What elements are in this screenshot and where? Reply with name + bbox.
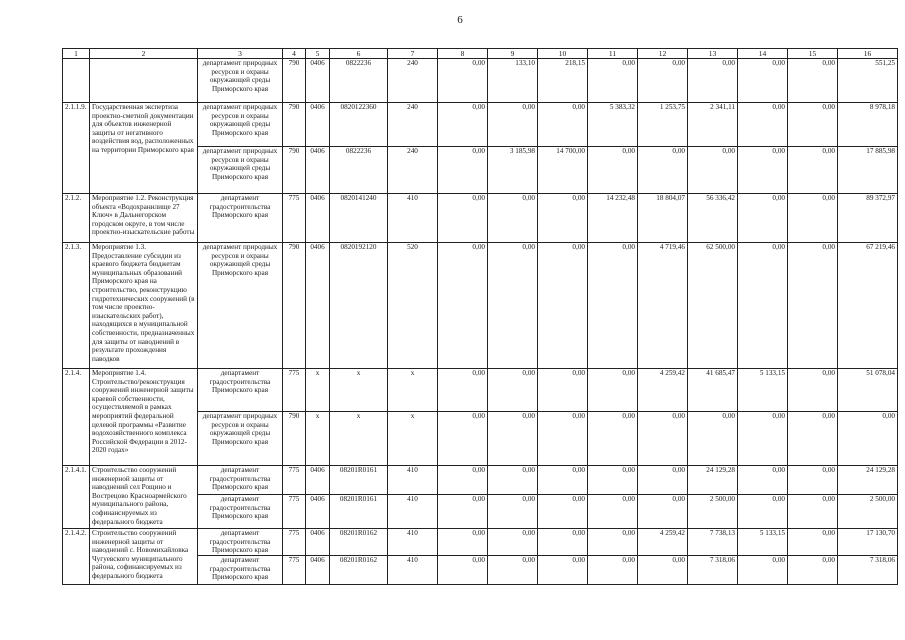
amount-cell: 0,00 xyxy=(588,369,638,412)
amount-cell: 3 185,98 xyxy=(488,147,538,194)
column-header: 8 xyxy=(438,49,488,59)
amount-cell: 0,00 xyxy=(438,243,488,369)
amount-cell: 5 383,32 xyxy=(588,103,638,147)
code-cell: 0406 xyxy=(306,556,330,585)
executor-cell: департамент природных ресурсов и охраны окружающей среды Приморского края xyxy=(198,412,283,466)
column-header: 6 xyxy=(330,49,388,59)
amount-cell: 0,00 xyxy=(738,556,788,585)
amount-cell: 0,00 xyxy=(438,556,488,585)
code-cell: 0406 xyxy=(306,529,330,556)
executor-cell: департамент природных ресурсов и охраны окружающей среды Приморского края xyxy=(198,147,283,194)
amount-cell: 0,00 xyxy=(788,495,838,529)
amount-cell: 17 885,98 xyxy=(838,147,898,194)
table-row xyxy=(63,466,898,495)
amount-cell: 0,00 xyxy=(738,147,788,194)
table-row xyxy=(63,103,898,147)
amount-cell: 0,00 xyxy=(838,412,898,466)
amount-cell: 0,00 xyxy=(438,194,488,243)
column-header: 5 xyxy=(306,49,330,59)
amount-cell: 0,00 xyxy=(538,466,588,495)
column-header: 2 xyxy=(90,49,198,59)
amount-cell: 51 078,04 xyxy=(838,369,898,412)
code-cell: х xyxy=(306,369,330,412)
amount-cell: 14 232,48 xyxy=(588,194,638,243)
amount-cell: 0,00 xyxy=(438,529,488,556)
amount-cell: 7 738,13 xyxy=(688,529,738,556)
executor-cell: департамент природных ресурсов и охраны окружающей среды Приморского края xyxy=(198,59,283,103)
amount-cell: 0,00 xyxy=(538,194,588,243)
amount-cell: 0,00 xyxy=(788,103,838,147)
amount-cell: 4 719,46 xyxy=(638,243,688,369)
amount-cell: 0,00 xyxy=(788,243,838,369)
column-header: 9 xyxy=(488,49,538,59)
item-code: 2.1.4.2. xyxy=(63,529,90,585)
amount-cell: 18 804,07 xyxy=(638,194,688,243)
amount-cell: 1 253,75 xyxy=(638,103,688,147)
column-header: 12 xyxy=(638,49,688,59)
code-cell: 0406 xyxy=(306,243,330,369)
amount-cell: 89 372,97 xyxy=(838,194,898,243)
amount-cell: 0,00 xyxy=(488,243,538,369)
code-cell: 410 xyxy=(388,529,438,556)
amount-cell: 24 129,28 xyxy=(688,466,738,495)
code-cell: 790 xyxy=(283,412,306,466)
code-cell: 790 xyxy=(283,103,306,147)
code-cell: 08201R0161 xyxy=(330,495,388,529)
executor-cell: департамент градостроительства Приморского края xyxy=(198,369,283,412)
amount-cell: 0,00 xyxy=(438,495,488,529)
amount-cell: 0,00 xyxy=(688,59,738,103)
item-name: Строительство сооружений инженерной защиты от наводнений с. Новомихайловка Чугуевского муниципального района, софинансируемых из федерального бюджета xyxy=(90,529,198,585)
column-header: 14 xyxy=(738,49,788,59)
amount-cell: 62 500,00 xyxy=(688,243,738,369)
amount-cell: 0,00 xyxy=(538,103,588,147)
amount-cell: 0,00 xyxy=(538,369,588,412)
amount-cell: 0,00 xyxy=(488,412,538,466)
amount-cell: 0,00 xyxy=(638,147,688,194)
amount-cell: 7 318,06 xyxy=(838,556,898,585)
budget-table xyxy=(62,48,898,585)
code-cell: 240 xyxy=(388,147,438,194)
amount-cell: 218,15 xyxy=(538,59,588,103)
code-cell: х xyxy=(330,412,388,466)
amount-cell: 0,00 xyxy=(638,556,688,585)
column-header: 10 xyxy=(538,49,588,59)
header-row xyxy=(63,49,898,59)
code-cell: 775 xyxy=(283,556,306,585)
amount-cell: 0,00 xyxy=(438,466,488,495)
amount-cell: 0,00 xyxy=(488,466,538,495)
column-header: 13 xyxy=(688,49,738,59)
code-cell: 08201R0161 xyxy=(330,466,388,495)
executor-cell: департамент градостроительства Приморского края xyxy=(198,556,283,585)
executor-cell: департамент градостроительства Приморского края xyxy=(198,194,283,243)
amount-cell: 14 700,00 xyxy=(538,147,588,194)
code-cell: 0406 xyxy=(306,59,330,103)
code-cell: 410 xyxy=(388,194,438,243)
amount-cell: 2 500,00 xyxy=(688,495,738,529)
table-row xyxy=(63,529,898,556)
amount-cell: 0,00 xyxy=(588,495,638,529)
item-name: Государственная экспертиза проектно-сметной документации для объектов инженерной защиты от негативного воздействия вод, расположенных на территории Приморского края xyxy=(90,103,198,194)
amount-cell: 0,00 xyxy=(488,556,538,585)
code-cell: 0820122360 xyxy=(330,103,388,147)
amount-cell: 2 341,11 xyxy=(688,103,738,147)
amount-cell: 0,00 xyxy=(788,369,838,412)
amount-cell: 8 978,18 xyxy=(838,103,898,147)
item-code: 2.1.2. xyxy=(63,194,90,243)
amount-cell: 56 336,42 xyxy=(688,194,738,243)
amount-cell: 0,00 xyxy=(488,194,538,243)
amount-cell: 0,00 xyxy=(588,243,638,369)
amount-cell: 0,00 xyxy=(788,412,838,466)
item-code: 2.1.4.1. xyxy=(63,466,90,529)
code-cell: 0822236 xyxy=(330,59,388,103)
amount-cell: 7 318,06 xyxy=(688,556,738,585)
column-header: 3 xyxy=(198,49,283,59)
amount-cell: 0,00 xyxy=(788,147,838,194)
executor-cell: департамент природных ресурсов и охраны окружающей среды Приморского края xyxy=(198,243,283,369)
code-cell: 0406 xyxy=(306,466,330,495)
table-row xyxy=(63,59,898,103)
page-number: 6 xyxy=(457,14,463,26)
amount-cell: 0,00 xyxy=(588,59,638,103)
column-header: 4 xyxy=(283,49,306,59)
amount-cell: 0,00 xyxy=(738,466,788,495)
code-cell: 0820141240 xyxy=(330,194,388,243)
amount-cell: 4 259,42 xyxy=(638,369,688,412)
amount-cell: 0,00 xyxy=(438,147,488,194)
code-cell: 790 xyxy=(283,243,306,369)
column-header: 11 xyxy=(588,49,638,59)
amount-cell: 0,00 xyxy=(538,243,588,369)
amount-cell: 0,00 xyxy=(538,556,588,585)
amount-cell: 0,00 xyxy=(638,412,688,466)
executor-cell: департамент градостроительства Приморского края xyxy=(198,495,283,529)
amount-cell: 2 500,00 xyxy=(838,495,898,529)
amount-cell: 41 685,47 xyxy=(688,369,738,412)
column-header: 7 xyxy=(388,49,438,59)
amount-cell: 0,00 xyxy=(438,369,488,412)
code-cell: 775 xyxy=(283,194,306,243)
amount-cell: 0,00 xyxy=(588,556,638,585)
code-cell: 520 xyxy=(388,243,438,369)
amount-cell: 0,00 xyxy=(438,103,488,147)
code-cell: х xyxy=(388,412,438,466)
code-cell: 0820192120 xyxy=(330,243,388,369)
code-cell: х xyxy=(330,369,388,412)
amount-cell: 24 129,28 xyxy=(838,466,898,495)
code-cell: 0406 xyxy=(306,495,330,529)
table-body xyxy=(63,59,898,585)
amount-cell: 0,00 xyxy=(588,147,638,194)
amount-cell: 0,00 xyxy=(688,412,738,466)
executor-cell: департамент градостроительства Приморского края xyxy=(198,466,283,495)
amount-cell: 0,00 xyxy=(788,556,838,585)
item-name xyxy=(90,59,198,103)
code-cell: х xyxy=(388,369,438,412)
amount-cell: 0,00 xyxy=(638,59,688,103)
code-cell: 0406 xyxy=(306,103,330,147)
code-cell: х xyxy=(306,412,330,466)
amount-cell: 0,00 xyxy=(788,466,838,495)
code-cell: 08201R0162 xyxy=(330,556,388,585)
amount-cell: 4 259,42 xyxy=(638,529,688,556)
amount-cell: 0,00 xyxy=(638,466,688,495)
amount-cell: 17 130,70 xyxy=(838,529,898,556)
amount-cell: 0,00 xyxy=(738,412,788,466)
executor-cell: департамент природных ресурсов и охраны окружающей среды Приморского края xyxy=(198,103,283,147)
amount-cell: 0,00 xyxy=(738,243,788,369)
code-cell: 08201R0162 xyxy=(330,529,388,556)
code-cell: 775 xyxy=(283,466,306,495)
amount-cell: 5 133,15 xyxy=(738,369,788,412)
amount-cell: 0,00 xyxy=(588,412,638,466)
code-cell: 0406 xyxy=(306,194,330,243)
executor-cell: департамент градостроительства Приморского края xyxy=(198,529,283,556)
code-cell: 410 xyxy=(388,495,438,529)
amount-cell: 0,00 xyxy=(538,529,588,556)
code-cell: 240 xyxy=(388,59,438,103)
column-header: 1 xyxy=(63,49,90,59)
amount-cell: 0,00 xyxy=(488,103,538,147)
amount-cell: 0,00 xyxy=(638,495,688,529)
amount-cell: 0,00 xyxy=(788,194,838,243)
code-cell: 790 xyxy=(283,147,306,194)
column-header: 16 xyxy=(838,49,898,59)
amount-cell: 5 133,15 xyxy=(738,529,788,556)
amount-cell: 0,00 xyxy=(588,466,638,495)
code-cell: 410 xyxy=(388,466,438,495)
code-cell: 240 xyxy=(388,103,438,147)
item-code: 2.1.3. xyxy=(63,243,90,369)
amount-cell: 0,00 xyxy=(538,412,588,466)
item-code: 2.1.1.9. xyxy=(63,103,90,194)
table-row xyxy=(63,369,898,412)
amount-cell: 133,10 xyxy=(488,59,538,103)
amount-cell: 0,00 xyxy=(488,369,538,412)
code-cell: 790 xyxy=(283,59,306,103)
amount-cell: 0,00 xyxy=(438,59,488,103)
amount-cell: 0,00 xyxy=(688,147,738,194)
column-header: 15 xyxy=(788,49,838,59)
code-cell: 0822236 xyxy=(330,147,388,194)
code-cell: 410 xyxy=(388,556,438,585)
item-name: Мероприятие 1.3. Предоставление субсидии из краевого бюджета бюджетам муниципальных образований Приморского края на строительство, реконструкцию гидротехнических сооружений (в том числе проектно-изыскательских работ), находящихся в муниципальной собственности, предназначенных для защиты от наводнений в результате прохождения паводков xyxy=(90,243,198,369)
code-cell: 775 xyxy=(283,495,306,529)
amount-cell: 551,25 xyxy=(838,59,898,103)
code-cell: 775 xyxy=(283,529,306,556)
item-code xyxy=(63,59,90,103)
amount-cell: 0,00 xyxy=(738,103,788,147)
item-name: Мероприятие 1.4. Строительство/реконструкция сооружений инженерной защиты краевой собственности, осуществляемой в рамках мероприятий федеральной целевой программы «Развитие водохозяйственного комплекса Российской Федерации в 2012-2020 годах» xyxy=(90,369,198,466)
table-row xyxy=(63,243,898,369)
code-cell: 0406 xyxy=(306,147,330,194)
item-code: 2.1.4. xyxy=(63,369,90,466)
amount-cell: 0,00 xyxy=(738,59,788,103)
amount-cell: 0,00 xyxy=(538,495,588,529)
amount-cell: 0,00 xyxy=(438,412,488,466)
table-row xyxy=(63,194,898,243)
code-cell: 775 xyxy=(283,369,306,412)
item-name: Строительство сооружений инженерной защиты от наводнений сел Рощино и Вострецово Красноармейского муниципального района, софинансируемых из федерального бюджета xyxy=(90,466,198,529)
amount-cell: 0,00 xyxy=(738,194,788,243)
amount-cell: 0,00 xyxy=(738,495,788,529)
amount-cell: 0,00 xyxy=(488,529,538,556)
amount-cell: 0,00 xyxy=(488,495,538,529)
item-name: Мероприятие 1.2. Реконструкция объекта «Водохранилище 27 Ключ» в Дальнегорском городском округе, в том числе проектно-изыскательские работы xyxy=(90,194,198,243)
amount-cell: 67 219,46 xyxy=(838,243,898,369)
amount-cell: 0,00 xyxy=(588,529,638,556)
amount-cell: 0,00 xyxy=(788,529,838,556)
amount-cell: 0,00 xyxy=(788,59,838,103)
